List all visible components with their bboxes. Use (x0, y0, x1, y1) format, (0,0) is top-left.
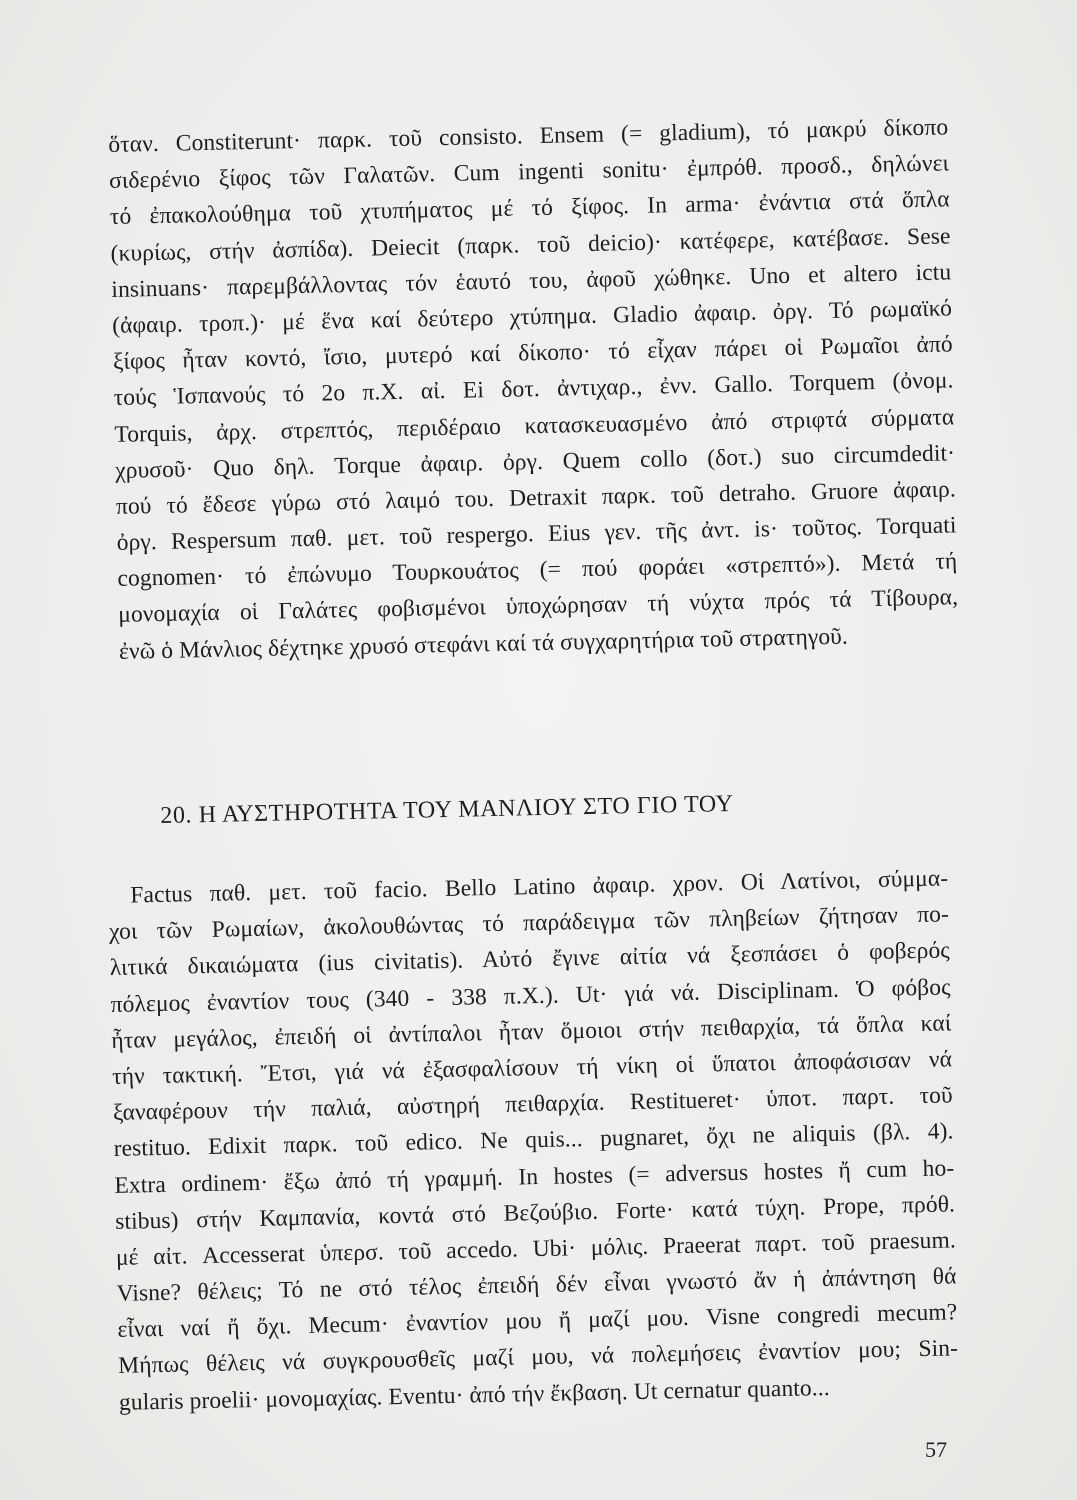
text-line: χοι τῶν Ρωμαίων, ἀκολουθώντας τό παράδειγμα τῶν πληβείων ζήτησαν πο- (108, 901, 950, 946)
text-line: Visne? θέλεις; Τό ne στό τέλος ἐπειδή δέν εἶναι γνωστό ἄν ἡ ἀπάντηση θά (116, 1263, 957, 1307)
text-line: Μήπως θέλεις νά συγκρουσθεῖς μαζί μου, νά πολεμήσεις ἐναντίον μου; Sin- (117, 1335, 959, 1380)
text-line: Extra ordinem· ἔξω ἀπό τή γραμμή. In hostes (= adversus hostes ἤ cum ho- (114, 1154, 955, 1199)
paragraph-commentary-20 (108, 860, 959, 1420)
text-line: πού τό ἔδεσε γύρω στό λαιμό του. Detraxit παρκ. τοῦ detraho. Gruore ἀφαιρ. (115, 476, 957, 520)
text-line: τούς Ἱσπανούς τό 2ο π.Χ. αἰ. Ei δοτ. ἀντιχαρ., ἐνν. Gallo. Torquem (ὀνομ. (113, 367, 954, 412)
text-line: Factus παθ. μετ. τοῦ facio. Bello Latino ἀφαιρ. χρον. Οἱ Λατίνοι, σύμμα- (130, 865, 949, 909)
text-line: insinuans· παρεμβάλλοντας τόν ἑαυτό του, ἀφοῦ χώθηκε. Uno et altero ictu (111, 259, 952, 303)
paragraph-commentary-19 (108, 109, 959, 669)
text-line: restituo. Edixit παρκ. τοῦ edico. Ne quis... pugnaret, ὄχι ne aliquis (βλ. 4). (113, 1118, 954, 1163)
text-line: (κυρίως, στήν ἀσπίδα). Deiecit (παρκ. τοῦ deicio)· κατέφερε, κατέβασε. Sese (110, 222, 951, 267)
text-line: μέ αἰτ. Accesserat ὑπερσ. τοῦ accedo. Ubi· μόλις. Praeerat παρτ. τοῦ praesum. (115, 1227, 957, 1271)
text-line: Torquis, ἀρχ. στρεπτός, περιδέραιο κατασκευασμένο ἀπό στριφτά σύρματα (114, 403, 955, 448)
text-line: χρυσοῦ· Quo δηλ. Torque ἀφαιρ. ὀργ. Quem collo (δοτ.) suo circumdedit· (114, 440, 956, 484)
text-line: ξίφος ἦταν κοντό, ἴσιο, μυτερό καί δίκοπο· τό εἶχαν πάρει οἱ Ρωμαῖοι ἀπό (112, 331, 954, 376)
page-number: 57 (925, 1437, 947, 1462)
text-line: cognomen· τό ἐπώνυμο Τουρκουάτος (= πού φοράει «στρεπτό»). Μετά τή (117, 548, 958, 593)
text-line: τήν τακτική. Ἔτσι, γιά νά ἐξασφαλίσουν τή νίκη οἱ ὕπατοι ἀποφάσισαν νά (111, 1046, 953, 1090)
text-line: stibus) στήν Καμπανία, κοντά στό Βεζούβιο. Forte· κατά τύχη. Prope, πρόθ. (114, 1191, 956, 1235)
text-line: εἶναι ναί ἤ ὄχι. Mecum· ἐναντίον μου ἤ μαζί μου. Visne congredi mecum? (117, 1299, 958, 1344)
text-line: σιδερένιο ξίφος τῶν Γαλατῶν. Cum ingenti sonitu· ἐμπρόθ. προσδ., δηλώνει (108, 150, 950, 195)
text-line: ὅταν. Constiterunt· παρκ. τοῦ consisto. Ensem (= gladium), τό μακρύ δίκοπο (108, 114, 949, 158)
text-line: πόλεμος ἐναντίον τους (340 - 338 π.Χ.). Ut· γιά νά. Disciplinam. Ὁ φόβος (110, 973, 951, 1018)
text-line: ἐνῶ ὁ Μάνλιος δέχτηκε χρυσό στεφάνι καί τά συγχαρητήρια τοῦ στρατηγοῦ. (118, 623, 849, 665)
section-heading: 20. Η ΑΥΣΤΗΡΟΤΗΤΑ ΤΟΥ ΜΑΝΛΙΟΥ ΣΤΟ ΓΙΟ ΤΟΥ (160, 790, 734, 829)
text-line: λιτικά δικαιώματα (ius civitatis). Αὐτό ἔγινε αἰτία νά ξεσπάσει ὁ φοβερός (109, 937, 950, 982)
text-line: ξαναφέρουν τήν παλιά, αὐστηρή πειθαρχία. Restitueret· ὑποτ. παρτ. τοῦ (112, 1082, 954, 1127)
text-line: τό ἐπακολούθημα τοῦ χτυπήματος μέ τό ξίφος. In arma· ἐνάντια στά ὅπλα (109, 186, 950, 231)
text-line: gularis proelii· μονομαχίας. Eventu· ἀπό τήν ἔκβαση. Ut cernatur quanto... (118, 1374, 830, 1416)
text-line: ὀργ. Respersum παθ. μετ. τοῦ respergo. Eius γεν. τῆς ἀντ. is· τοῦτος. Torquati (116, 512, 957, 556)
text-line: (ἀφαιρ. τροπ.)· μέ ἕνα καί δεύτερο χτύπημα. Gladio ἀφαιρ. ὀργ. Τό ρωμαϊκό (111, 295, 953, 339)
text-line: μονομαχία οἱ Γαλάτες φοβισμένοι ὑποχώρησαν τή νύχτα πρός τά Τίβουρα, (117, 584, 959, 629)
text-line: ἦταν μεγάλος, ἐπειδή οἱ ἀντίπαλοι ἦταν ὅμοιοι στήν πειθαρχία, τά ὅπλα καί (111, 1010, 952, 1054)
